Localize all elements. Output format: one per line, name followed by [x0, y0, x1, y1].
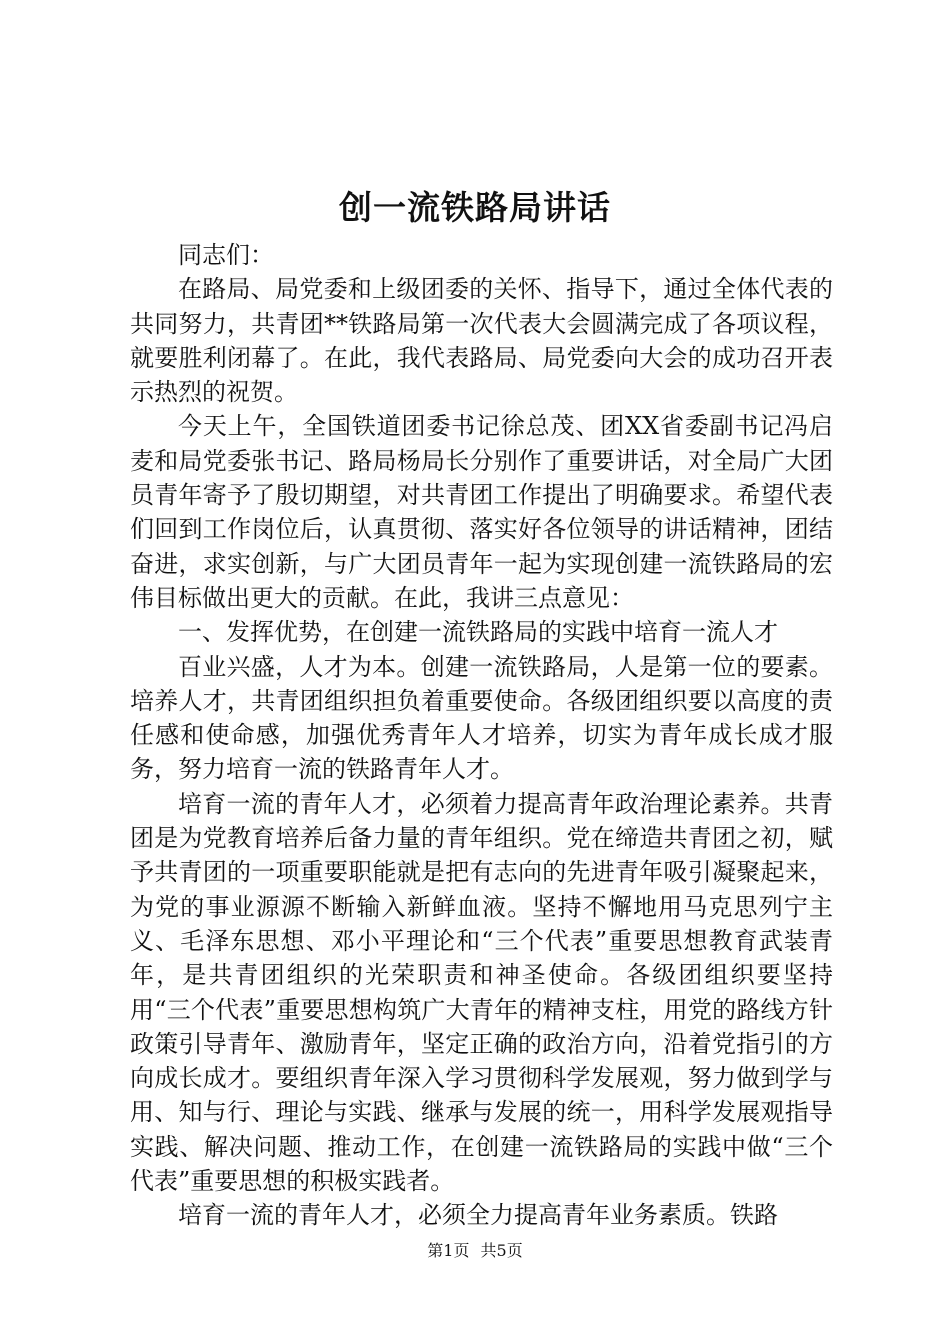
body-paragraph: 培育一流的青年人才，必须全力提高青年业务素质。铁路 — [178, 1201, 778, 1230]
document-body — [130, 238, 833, 1233]
body-paragraph: 在路局、局党委和上级团委的关怀、指导下，通过全体代表的共同努力，共青团**铁路局第一次代表大会圆满完成了各项议程，就要胜利闭幕了。在此，我代表路局、局党委向大会的成功召开表示热烈的祝贺。 — [130, 275, 833, 407]
body-paragraph: 培育一流的青年人才，必须着力提高青年政治理论素养。共青团是为党教育培养后备力量的青年组织。党在缔造共青团之初，赋予共青团的一项重要职能就是把有志向的先进青年吸引凝聚起来，为党的事业源源不断输入新鲜血液。坚持不懈地用马克思列宁主义、毛泽东思想、邓小平理论和“三个代表”重要思想教育武装青年，是共青团组织的光荣职责和神圣使命。各级团组织要坚持用“三个代表”重要思想构筑广大青年的精神支柱，用党的路线方针政策引导青年、激励青年，坚定正确的政治方向，沿着党指引的方向成长成才。要组织青年深入学习贯彻科学发展观，努力做到学与用、知与行、理论与实践、继承与发展的统一，用科学发展观指导实践、解决问题、推动工作，在创建一流铁路局的实践中做“三个代表”重要思想的积极实践者。 — [130, 789, 833, 1196]
section-heading: 一、发挥优势，在创建一流铁路局的实践中培育一流人才 — [178, 618, 778, 647]
document-title: 创一流铁路局讲话 — [339, 188, 611, 227]
body-paragraph: 今天上午，全国铁道团委书记徐总茂、团XX省委副书记冯启麦和局党委张书记、路局杨局长分别作了重要讲话，对全局广大团员青年寄予了殷切期望，对共青团工作提出了明确要求。希望代表们回到工作岗位后，认真贯彻、落实好各位领导的讲话精神，团结奋进，求实创新，与广大团员青年一起为实现创建一流铁路局的宏伟目标做出更大的贡献。在此，我讲三点意见： — [130, 412, 833, 612]
body-paragraph: 百业兴盛，人才为本。创建一流铁路局，人是第一位的要素。培养人才，共青团组织担负着重要使命。各级团组织要以高度的责任感和使命感，加强优秀青年人才培养，切实为青年成长成才服务，努力培育一流的铁路青年人才。 — [130, 652, 833, 784]
page-footer: 第1页 共5页 — [427, 1241, 523, 1260]
salutation-paragraph: 同志们： — [178, 241, 274, 269]
